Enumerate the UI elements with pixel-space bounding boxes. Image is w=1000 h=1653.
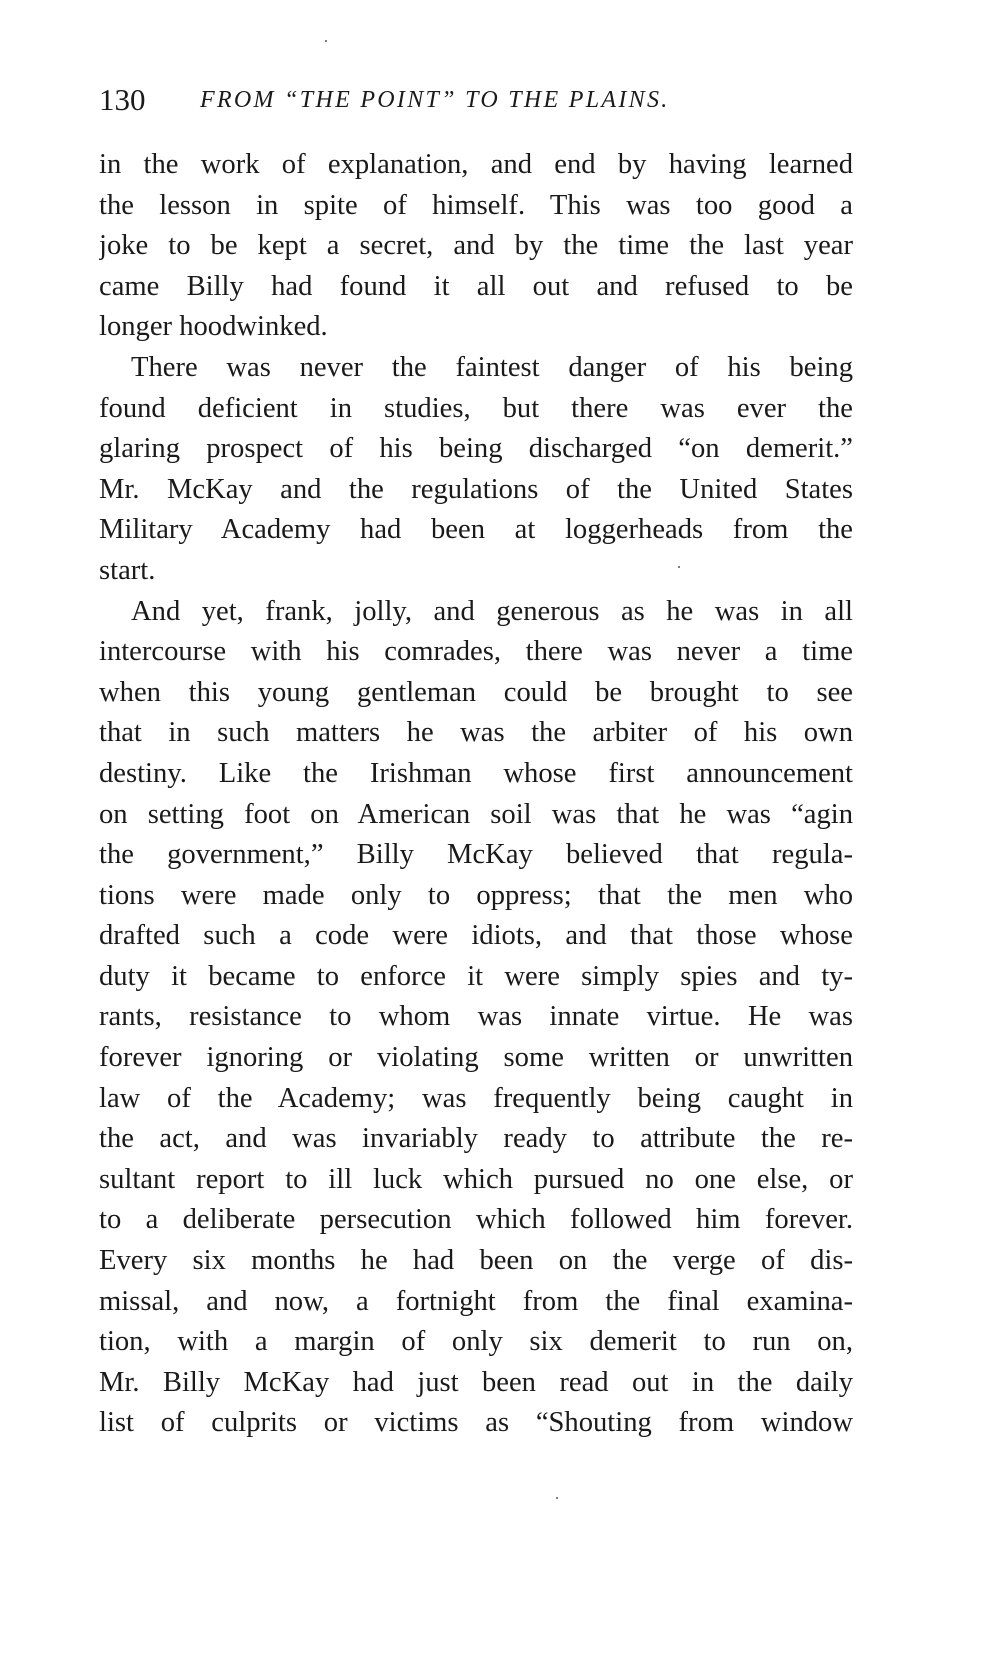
text-line: joke to be kept a secret, and by the time the last year [99,230,853,262]
text-line: glaring prospect of his being discharged “on demerit.” [99,433,853,465]
body-text [99,145,853,1444]
text-line: law of the Academy; was frequently being caught in [99,1082,853,1114]
text-line: And yet, frank, jolly, and generous as he was in all [131,595,853,627]
running-head: FROM “THE POINT” TO THE PLAINS. [200,87,670,113]
text-line: missal, and now, a fortnight from the final examina- [99,1285,853,1317]
text-line: found deficient in studies, but there was ever the [99,392,853,424]
text-line: that in such matters he was the arbiter of his own [99,717,853,749]
text-line: longer hoodwinked. [99,311,328,343]
text-line: the lesson in spite of himself. This was too good a [99,189,853,221]
text-line: the act, and was invariably ready to attribute the re- [99,1123,853,1155]
text-line: duty it became to enforce it were simply spies and ty- [99,960,853,992]
text-line: Military Academy had been at loggerheads from the [99,514,853,546]
text-line: tions were made only to oppress; that the men who [99,879,853,911]
text-line: start. [99,554,156,586]
text-line: rants, resistance to whom was innate virtue. He was [99,1001,853,1033]
text-line: in the work of explanation, and end by having learned [99,149,853,180]
text-line: drafted such a code were idiots, and that those whose [99,920,853,952]
text-line: intercourse with his comrades, there was never a time [99,636,853,668]
text-line: on setting foot on American soil was that he was “agin [99,798,853,830]
text-line: forever ignoring or violating some written or unwritten [99,1042,853,1074]
text-line: sultant report to ill luck which pursued no one else, or [99,1163,853,1195]
text-line: destiny. Like the Irishman whose first announcement [99,757,853,789]
print-speck [325,40,327,42]
page-number: 130 [99,82,146,117]
print-speck [556,1497,558,1499]
text-line: when this young gentleman could be brought to see [99,676,853,708]
text-line: list of culprits or victims as “Shouting from window [99,1407,853,1439]
paragraph-3 [99,592,853,1444]
text-line: Every six months he had been on the verge of dis- [99,1245,853,1277]
text-line: came Billy had found it all out and refused to be [99,270,853,302]
paragraph-2 [99,348,853,592]
text-line: Mr. McKay and the regulations of the United States [99,473,853,505]
text-line: tion, with a margin of only six demerit to run on, [99,1326,853,1358]
text-line: There was never the faintest danger of his being [131,351,853,383]
text-line: Mr. Billy McKay had just been read out in the daily [99,1366,853,1398]
paragraph-1 [99,145,853,348]
page-header [99,82,869,122]
text-line: to a deliberate persecution which followed him forever. [99,1204,853,1236]
text-line: the government,” Billy McKay believed that regula- [99,839,853,871]
